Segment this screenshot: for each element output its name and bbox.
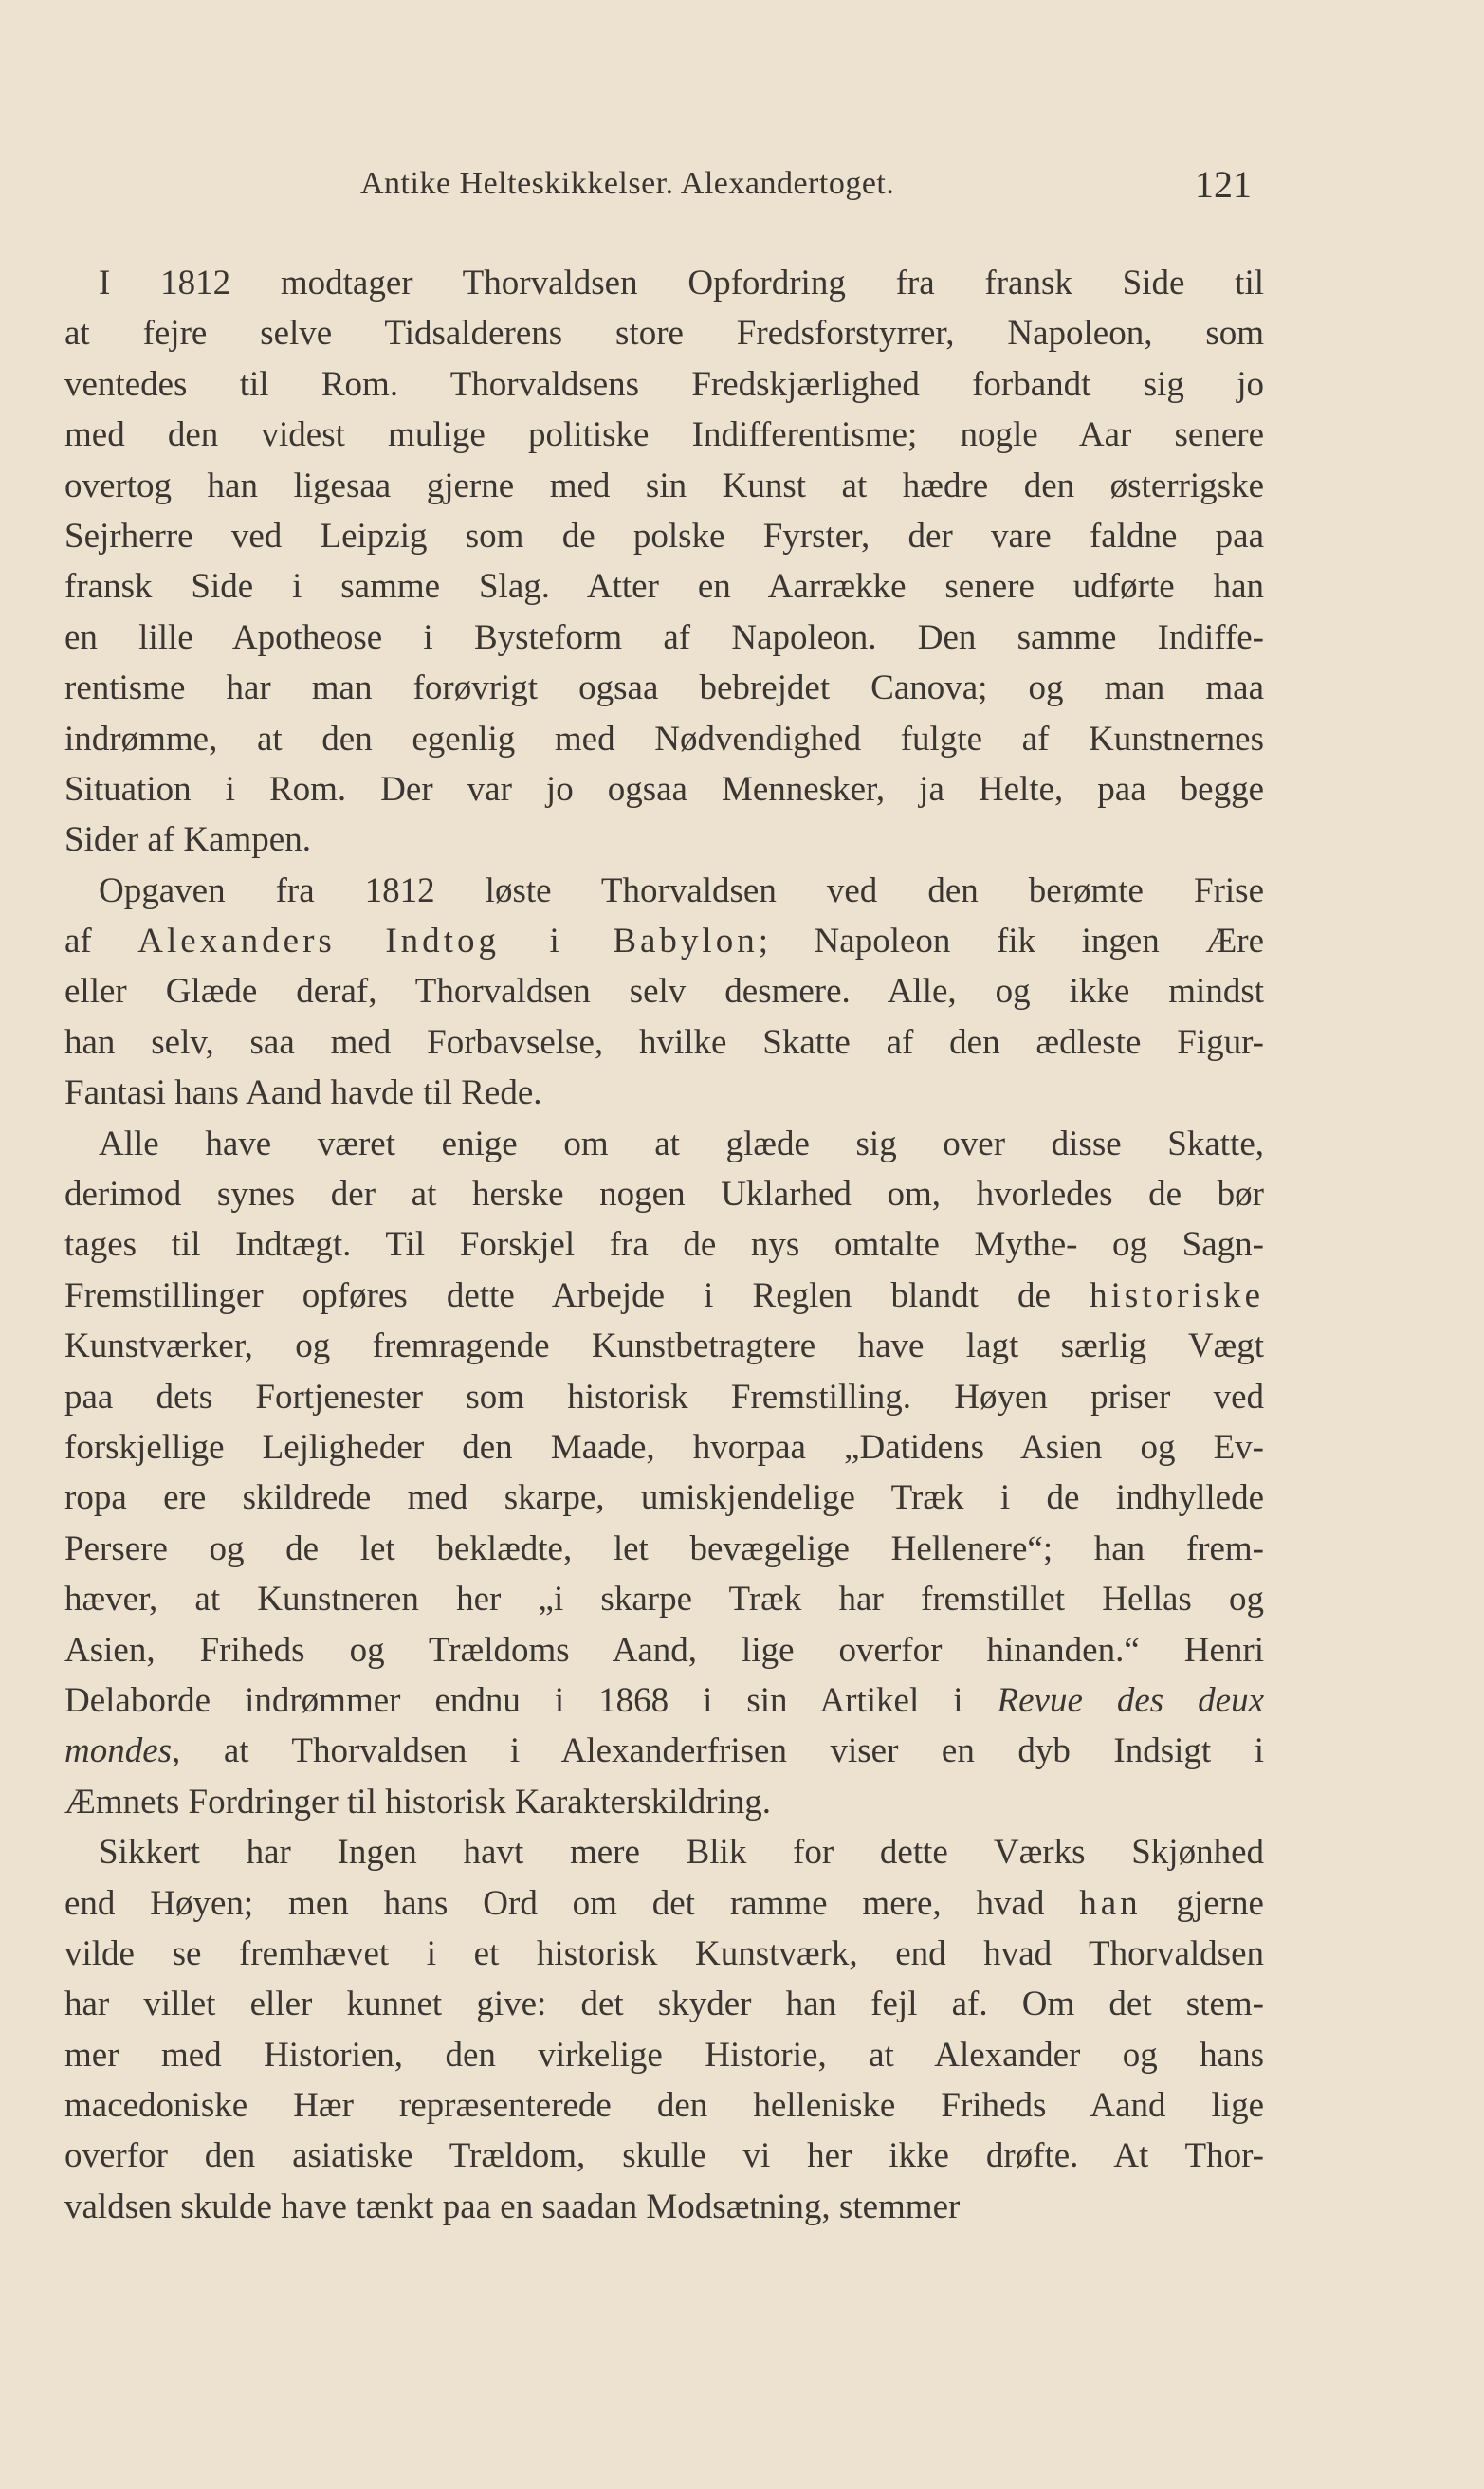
text-line: overfor den asiatiske Trældom, skulle vi her ikke drøfte. At Thor- bbox=[64, 2136, 1264, 2176]
text-line: fransk Side i samme Slag. Atter en Aarrække senere udførte han bbox=[64, 567, 1264, 607]
text-line: tages til Indtægt. Til Forskjel fra de nys omtalte Mythe- og Sagn- bbox=[64, 1225, 1264, 1265]
text-line: har villet eller kunnet give: det skyder han fejl af. Om det stem- bbox=[64, 1985, 1264, 2024]
text-line: ventedes til Rom. Thorvaldsens Fredskjærlighed forbandt sig jo bbox=[64, 364, 1264, 404]
text-line: Opgaven fra 1812 løste Thorvaldsen ved den berømte Frise bbox=[99, 870, 1264, 910]
text-line: han selv, saa med Forbavselse, hvilke Skatte af den ædleste Figur- bbox=[64, 1022, 1264, 1062]
text-line bbox=[64, 1271, 1264, 1321]
text-line bbox=[64, 1675, 1264, 1726]
text-line: derimod synes der at herske nogen Uklarhed om, hvorledes de bør bbox=[64, 1175, 1264, 1215]
text-line: I 1812 modtager Thorvaldsen Opfordring fra fransk Side til bbox=[99, 264, 1264, 302]
italic-title: Revue des deux bbox=[997, 1680, 1264, 1720]
text-line: en lille Apotheose i Bysteform af Napoleon. Den samme Indiffe- bbox=[64, 617, 1264, 657]
body-text bbox=[64, 258, 1264, 2232]
spaced-emphasis: han bbox=[1079, 1883, 1142, 1923]
text-line: Situation i Rom. Der var jo ogsaa Mennesker, ja Helte, paa begge bbox=[64, 769, 1264, 809]
text-segment: gjerne bbox=[1141, 1883, 1264, 1923]
text-line: Sejrherre ved Leipzig som de polske Fyrster, der vare faldne paa bbox=[64, 516, 1264, 556]
text-line: Fantasi hans Aand havde til Rede. bbox=[64, 1073, 542, 1113]
running-title: Antike Helteskikkelser. Alexandertoget. bbox=[360, 166, 895, 201]
spaced-emphasis: Alexanders Indtog i Babylon bbox=[137, 922, 759, 961]
text-line: Sider af Kampen. bbox=[64, 820, 311, 860]
text-line: vilde se fremhævet i et historisk Kunstværk, end hvad Thorvaldsen bbox=[64, 1933, 1264, 1973]
text-line: paa dets Fortjenester som historisk Fremstilling. Høyen priser ved bbox=[64, 1377, 1264, 1417]
text-line bbox=[64, 916, 1264, 966]
text-line: rentisme har man forøvrigt ogsaa bebrejdet Canova; og man maa bbox=[64, 668, 1264, 708]
text-line: indrømme, at den egenlig med Nødvendighed fulgte af Kunstnernes bbox=[64, 719, 1264, 759]
text-line: overtog han ligesaa gjerne med sin Kunst at hædre den østerrigske bbox=[64, 466, 1264, 505]
text-segment: af bbox=[64, 922, 138, 961]
page-number: 121 bbox=[1195, 163, 1252, 206]
text-line bbox=[64, 1878, 1264, 1929]
text-segment: ; Napoleon fik ingen Ære bbox=[758, 922, 1264, 961]
text-segment: end Høyen; men hans Ord om det ramme mere, hvad bbox=[64, 1883, 1080, 1923]
text-segment: Fremstillinger opføres dette Arbejde i Reglen blandt de bbox=[64, 1275, 1090, 1315]
text-line: Alle have været enige om at glæde sig over disse Skatte, bbox=[99, 1124, 1264, 1163]
text-line: at fejre selve Tidsalderens store Fredsforstyrrer, Napoleon, som bbox=[64, 314, 1264, 354]
text-line: Kunstværker, og fremragende Kunstbetragtere have lagt særlig Vægt bbox=[64, 1327, 1264, 1366]
italic-title: mondes bbox=[64, 1731, 173, 1771]
spaced-emphasis: historiske bbox=[1090, 1275, 1264, 1315]
text-line bbox=[64, 1726, 1264, 1776]
text-line: Æmnets Fordringer til historisk Karakterskildring. bbox=[64, 1782, 772, 1821]
text-line: Sikkert har Ingen havt mere Blik for dette Værks Skjønhed bbox=[99, 1833, 1264, 1873]
text-line: Persere og de let beklædte, let bevægelige Hellenere“; han frem- bbox=[64, 1528, 1264, 1568]
text-line: mer med Historien, den virkelige Historie, at Alexander og hans bbox=[64, 2035, 1264, 2075]
text-segment: , at Thorvaldsen i Alexanderfrisen viser en dyb Indsigt i bbox=[172, 1731, 1264, 1771]
running-head bbox=[360, 163, 1252, 213]
text-segment: Delaborde indrømmer endnu i 1868 i sin Artikel i bbox=[64, 1680, 998, 1720]
text-line: eller Glæde deraf, Thorvaldsen selv desmere. Alle, og ikke mindst bbox=[64, 972, 1264, 1012]
text-line: valdsen skulde have tænkt paa en saadan Modsætning, stemmer bbox=[64, 2187, 961, 2226]
text-line: ropa ere skildrede med skarpe, umiskjendelige Træk i de indhyllede bbox=[64, 1478, 1264, 1518]
text-line: Asien, Friheds og Trældoms Aand, lige overfor hinanden.“ Henri bbox=[64, 1630, 1264, 1670]
text-line: macedoniske Hær repræsenterede den helleniske Friheds Aand lige bbox=[64, 2086, 1264, 2126]
text-line: hæver, at Kunstneren her „i skarpe Træk har fremstillet Hellas og bbox=[64, 1580, 1264, 1620]
text-line: forskjellige Lejligheder den Maade, hvorpaa „Datidens Asien og Ev- bbox=[64, 1427, 1264, 1467]
text-line: med den videst mulige politiske Indifferentisme; nogle Aar senere bbox=[64, 415, 1264, 455]
